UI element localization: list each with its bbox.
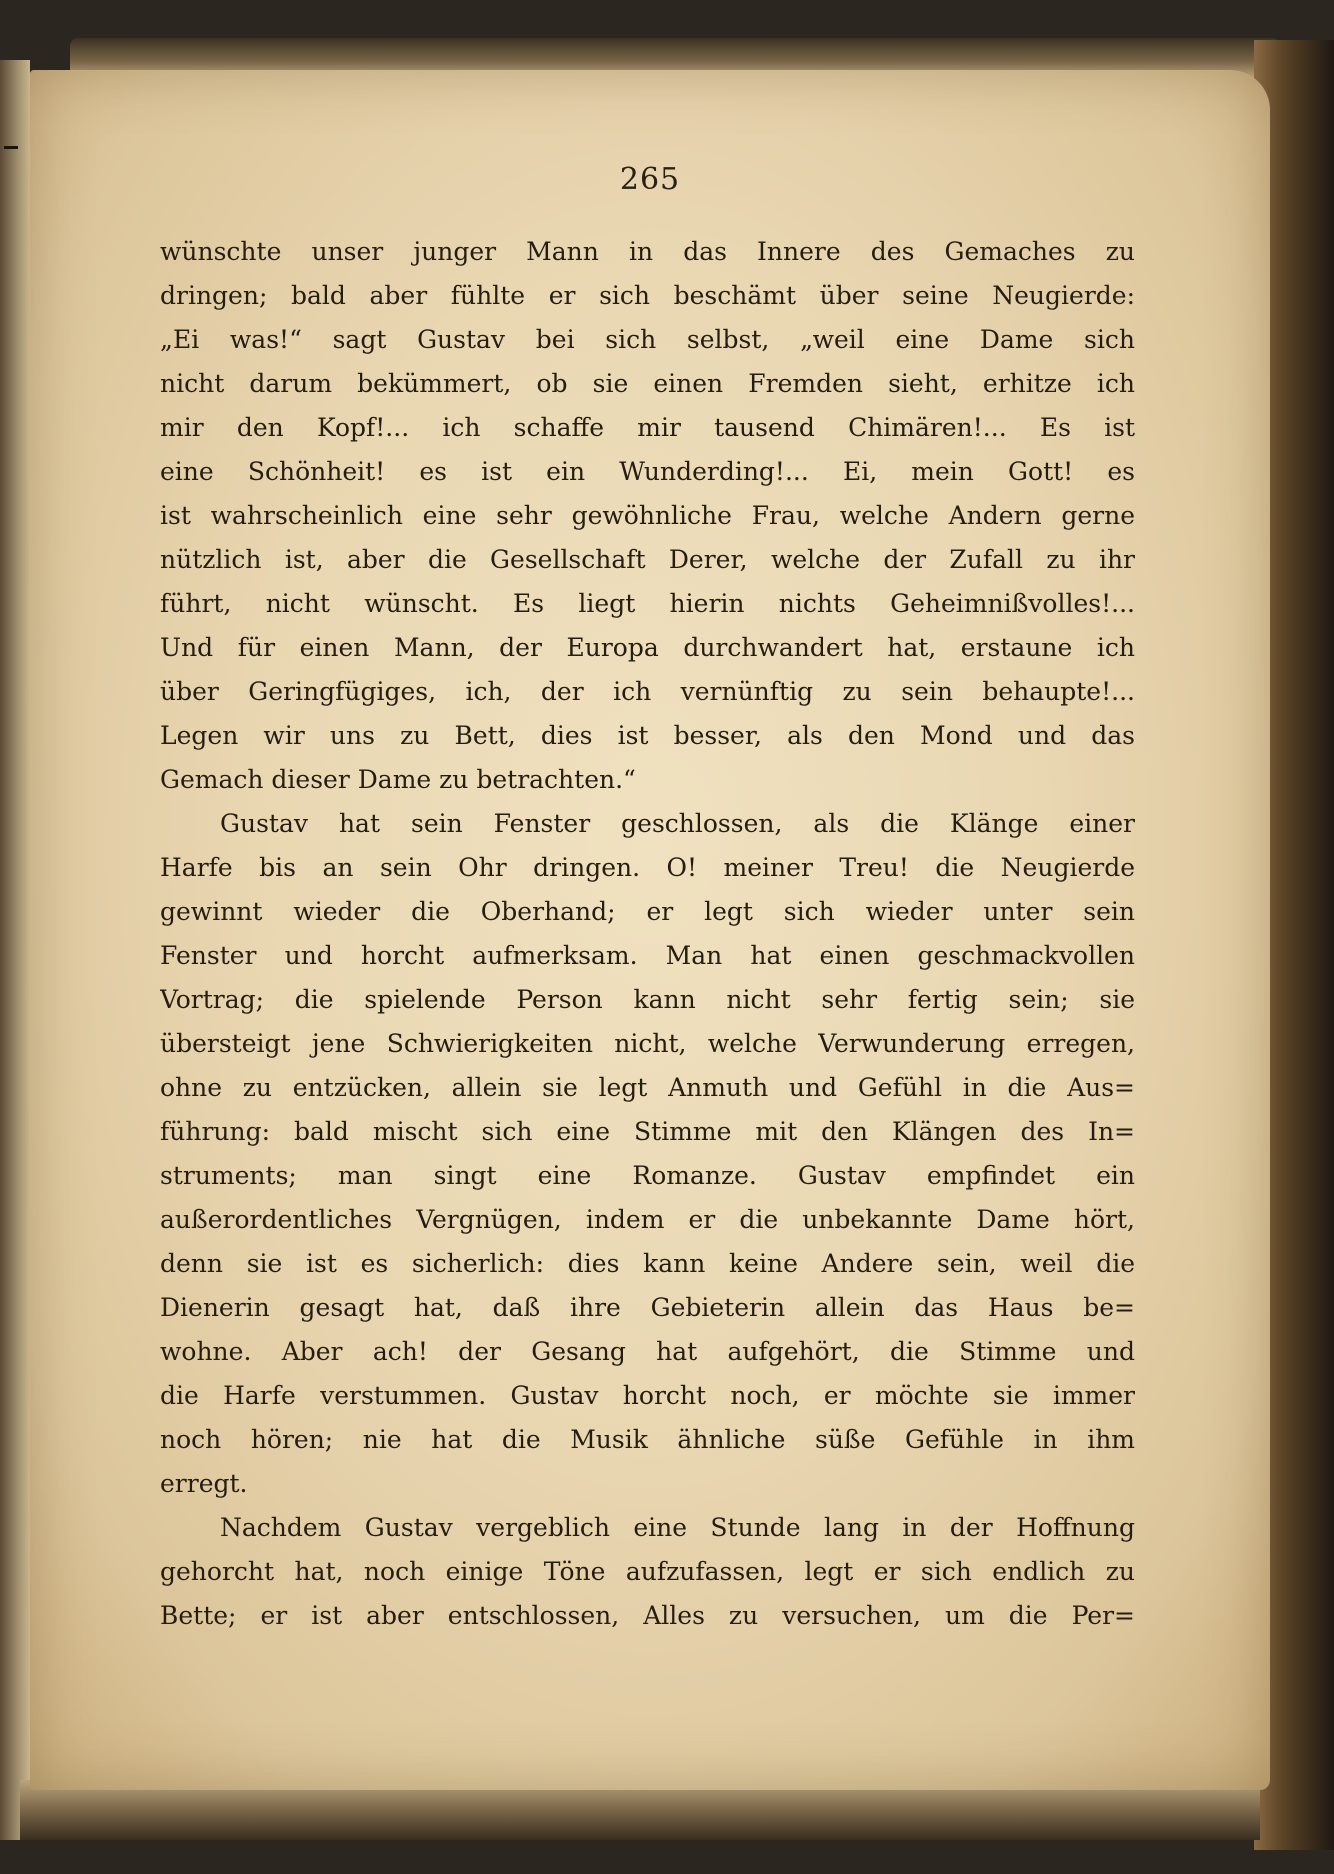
text-line: übersteigt jene Schwierigkeiten nicht, welche Verwunderung erregen, xyxy=(160,1029,1135,1058)
text-line: struments; man singt eine Romanze. Gustav empfindet ein xyxy=(160,1161,1135,1190)
text-line: führt, nicht wünscht. Es liegt hierin nichts Geheimnißvolles!... xyxy=(160,589,1135,618)
text-line: führung: bald mischt sich eine Stimme mit den Klängen des In= xyxy=(160,1117,1135,1146)
text-line: noch hören; nie hat die Musik ähnliche süße Gefühle in ihm xyxy=(160,1425,1135,1454)
text-line: Legen wir uns zu Bett, dies ist besser, als den Mond und das xyxy=(160,721,1135,750)
text-line: gewinnt wieder die Oberhand; er legt sich wieder unter sein xyxy=(160,897,1135,926)
text-line: wünschte unser junger Mann in das Innere des Gemaches zu xyxy=(160,237,1135,266)
text-line: außerordentliches Vergnügen, indem er die unbekannte Dame hört, xyxy=(160,1205,1135,1234)
text-line: Fenster und horcht aufmerksam. Man hat einen geschmackvollen xyxy=(160,941,1135,970)
text-line: dringen; bald aber fühlte er sich beschämt über seine Neugierde: xyxy=(160,281,1135,310)
text-line: Nachdem Gustav vergeblich eine Stunde lang in der Hoffnung xyxy=(220,1513,1135,1542)
text-line: Gustav hat sein Fenster geschlossen, als die Klänge einer xyxy=(220,809,1135,838)
text-line: wohne. Aber ach! der Gesang hat aufgehört, die Stimme und xyxy=(160,1337,1135,1366)
text-line: denn sie ist es sicherlich: dies kann keine Andere sein, weil die xyxy=(160,1249,1135,1278)
book-page xyxy=(30,70,1270,1790)
text-line: Vortrag; die spielende Person kann nicht sehr fertig sein; sie xyxy=(160,985,1135,1014)
text-line: mir den Kopf!... ich schaffe mir tausend Chimären!... Es ist xyxy=(160,413,1135,442)
text-line: Bette; er ist aber entschlossen, Alles zu versuchen, um die Per= xyxy=(160,1601,1135,1630)
text-line: gehorcht hat, noch einige Töne aufzufassen, legt er sich endlich zu xyxy=(160,1557,1135,1586)
text-line: nicht darum bekümmert, ob sie einen Fremden sieht, erhitze ich xyxy=(160,369,1135,398)
book-edge-left xyxy=(0,60,30,1840)
text-line: nützlich ist, aber die Gesellschaft Derer, welche der Zufall zu ihr xyxy=(160,545,1135,574)
text-line: die Harfe verstummen. Gustav horcht noch, er möchte sie immer xyxy=(160,1381,1135,1410)
body-text xyxy=(160,230,1135,1638)
text-line: Und für einen Mann, der Europa durchwandert hat, erstaune ich xyxy=(160,633,1135,662)
text-line: eine Schönheit! es ist ein Wunderding!... Ei, mein Gott! es xyxy=(160,457,1135,486)
text-line: ohne zu entzücken, allein sie legt Anmuth und Gefühl in die Aus= xyxy=(160,1073,1135,1102)
text-line: Gemach dieser Dame zu betrachten.“ xyxy=(160,765,636,794)
text-line: ist wahrscheinlich eine sehr gewöhnliche Frau, welche Andern gerne xyxy=(160,501,1135,530)
text-line: erregt. xyxy=(160,1469,248,1498)
text-line: „Ei was!“ sagt Gustav bei sich selbst, „weil eine Dame sich xyxy=(160,325,1135,354)
page-number: 265 xyxy=(619,162,681,197)
text-line: Dienerin gesagt hat, daß ihre Gebieterin allein das Haus be= xyxy=(160,1293,1135,1322)
text-line: über Geringfügiges, ich, der ich vernünftig zu sein behaupte!... xyxy=(160,677,1135,706)
gutter-mark xyxy=(4,146,18,149)
text-line: Harfe bis an sein Ohr dringen. O! meiner Treu! die Neugierde xyxy=(160,853,1135,882)
